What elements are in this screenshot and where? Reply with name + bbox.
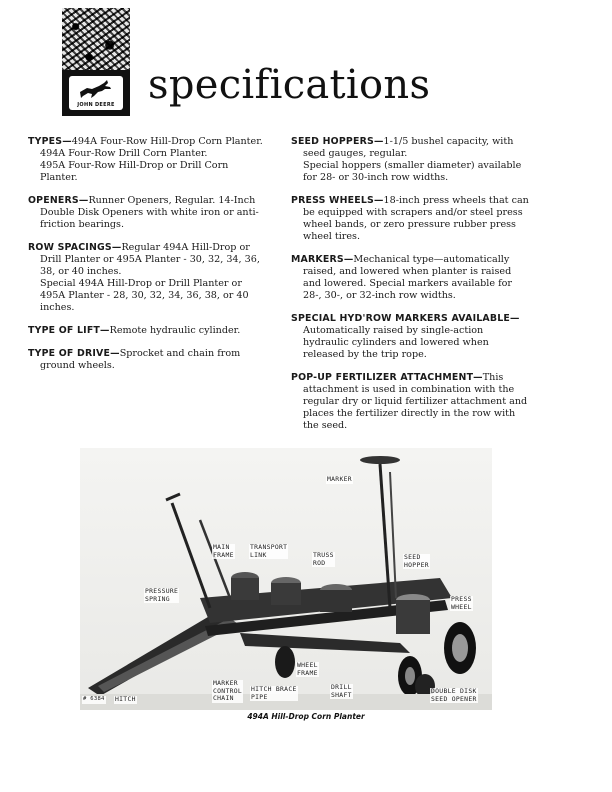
left-spec-column: [28, 136, 268, 383]
label-seed-hopper: SEED HOPPER: [404, 553, 429, 569]
logo-text: JOHN DEERE: [77, 102, 115, 108]
right-spec-column: [291, 136, 531, 443]
spec-text: 18-inch press wheels that can be equipped with scrapers and/or steel press wheel bands, or zero pressure rubber press wheel tires.: [303, 195, 529, 242]
spec-text: Mechanical type—automatically raised, and lowered when planter is raised and lowered. Special markers available for 28-, 30-, or 32-inch row widths.: [303, 254, 513, 301]
label-press-wheel: PRESS WHEEL: [451, 595, 472, 611]
photo-number: # 6384: [83, 696, 105, 702]
label-marker: MARKER: [327, 475, 352, 483]
figure-caption: 494A Hill-Drop Corn Planter: [247, 712, 365, 721]
spec-item: [291, 195, 531, 243]
header-texture-image: [62, 8, 130, 70]
leaping-deer-icon: [77, 78, 115, 100]
spec-heading: POP-UP FERTILIZER ATTACHMENT—: [291, 372, 483, 383]
spec-heading: ROW SPACINGS—: [28, 242, 122, 253]
label-hitch-brace-pipe: HITCH BRACE PIPE: [251, 685, 297, 701]
label-truss-rod: TRUSS ROD: [313, 551, 334, 567]
spec-text-paragraph: Special hoppers (smaller diameter) available for 28- or 30-inch row widths.: [303, 160, 522, 183]
spec-text: 494A Four-Row Hill-Drop Corn Planter.: [71, 136, 263, 147]
spec-heading: SPECIAL HYD'ROW MARKERS AVAILABLE—: [291, 313, 520, 324]
spec-heading: TYPES—: [28, 136, 72, 147]
john-deere-logo: [62, 70, 130, 116]
spec-text-paragraph: 494A Four-Row Drill Corn Planter.: [40, 148, 208, 159]
spec-text: This attachment is used in combination with the regular dry or liquid fertilizer attachment and places the fertilizer directly in the row with the seed.: [303, 372, 528, 431]
spec-item: [28, 195, 268, 231]
page-title: specifications: [148, 62, 431, 108]
spec-heading: TYPE OF DRIVE—: [28, 348, 120, 359]
label-hitch: HITCH: [115, 695, 136, 703]
spec-item: [28, 136, 268, 184]
spec-heading: SEED HOPPERS—: [291, 136, 384, 147]
label-main-frame: MAIN FRAME: [213, 543, 234, 559]
label-transport-link: TRANSPORT LINK: [250, 543, 288, 559]
spec-text: Runner Openers, Regular. 14-Inch Double Disk Openers with white iron or anti-friction bearings.: [40, 195, 259, 230]
label-pressure-spring: PRESSURE SPRING: [145, 587, 179, 603]
spec-text: Regular 494A Hill-Drop or Drill Planter or 495A Planter - 30, 32, 34, 36, 38, or 40 inches.: [40, 242, 260, 277]
spec-heading: OPENERS—: [28, 195, 89, 206]
planter-illustration: [80, 448, 492, 710]
spec-item: [291, 372, 531, 432]
label-marker-control-chain: MARKER CONTROL CHAIN: [213, 679, 243, 702]
spec-heading: PRESS WHEELS—: [291, 195, 384, 206]
spec-item: [28, 242, 268, 314]
spec-text-paragraph: 495A Four-Row Hill-Drop or Drill Corn Planter.: [40, 160, 229, 183]
spec-text: Automatically raised by single-action hydraulic cylinders and lowered when released by the trip rope.: [303, 325, 489, 360]
spec-text: 1-1/5 bushel capacity, with seed gauges, regular.: [303, 136, 514, 159]
planter-photo: [80, 448, 492, 710]
label-wheel-frame: WHEEL FRAME: [297, 661, 318, 677]
label-double-disk-seed-opener: DOUBLE DISK SEED OPENER: [431, 687, 477, 703]
spec-text: Sprocket and chain from ground wheels.: [40, 348, 241, 371]
spec-item: [291, 254, 531, 302]
spec-text: Remote hydraulic cylinder.: [109, 325, 241, 336]
spec-heading: MARKERS—: [291, 254, 354, 265]
spec-item: [28, 348, 268, 372]
spec-item: [28, 325, 268, 337]
spec-text-paragraph: Special 494A Hill-Drop or Drill Planter or 495A Planter - 28, 30, 32, 34, 36, 38, or 40 inches.: [40, 278, 249, 313]
spec-item: [291, 313, 531, 361]
spec-heading: TYPE OF LIFT—: [28, 325, 110, 336]
label-drill-shaft: DRILL SHAFT: [331, 683, 352, 699]
spec-item: [291, 136, 531, 184]
